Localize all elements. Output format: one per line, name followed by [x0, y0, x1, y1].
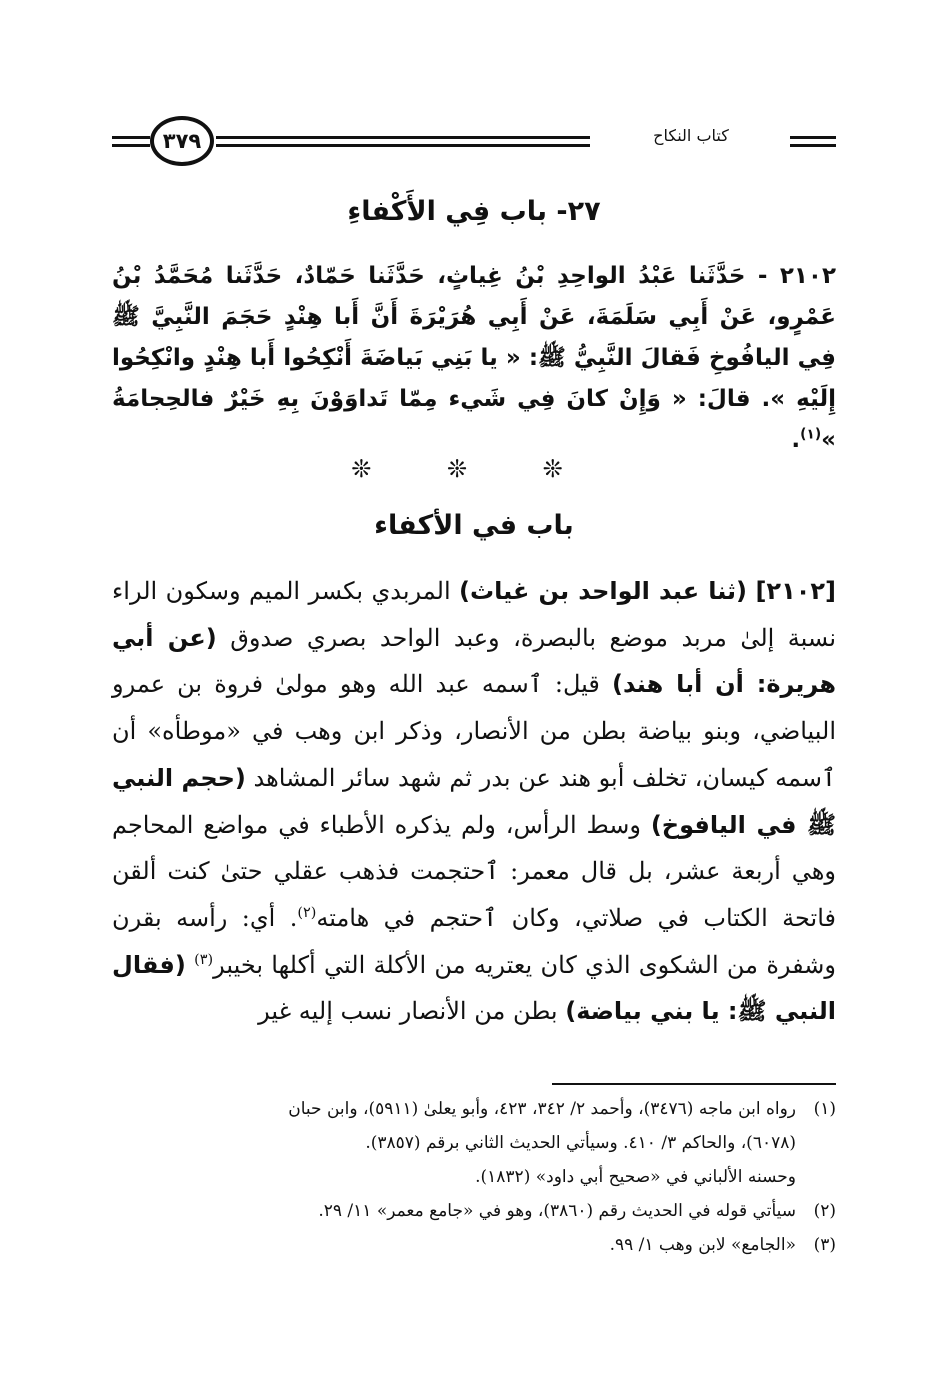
- header-rule: [790, 136, 836, 139]
- chapter-title: ٢٧- باب فِي الأَكْفاءِ: [347, 196, 601, 227]
- footnote: [112, 1228, 836, 1262]
- footnote-text: [112, 1228, 796, 1262]
- commentary-quote: (فقال النبي ﷺ: يا بني بياضة): [112, 950, 836, 1026]
- hadith-body: حَدَّثَنا عَبْدُ الواحِدِ بْنُ غِياثٍ، حَدَّثَنا حَمّادٌ، حَدَّثَنا مُحَمَّدُ بْنُ عَمْرٍو، عَنْ أَبِي سَلَمَةَ، عَنْ أَبِي هُرَيْرَةَ أَنَّ أَبا هِنْدٍ حَجَمَ النَّبِيَّ ﷺ فِي اليافُوخِ فَقالَ النَّبِيُّ ﷺ: « يا بَنِي بَياضَةَ أَنْكِحُوا أَبا هِنْدٍ وانْكِحُوا إِلَيْهِ ». قالَ: « وَإِنْ كانَ فِي شَيء مِمّا تَداوَوْنَ بِهِ خَيْرٌ فالحِجامَةُ »: [112, 263, 836, 453]
- commentary-span: وسط الرأس، ولم يذكره الأطباء في مواضع المحاجم وهي أربعة عشر، بل قال معمر: ٱحتجمت فذهب عقلي حتىٰ كنت ألقن فاتحة الكتاب في صلاتي، وكان ٱحتجم في هامته: [112, 810, 837, 932]
- footnote-line: سيأتي قوله في الحديث رقم (٣٨٦٠)، وهو في «جامع معمر» ١١/ ٢٩.: [318, 1201, 796, 1221]
- section-title: باب في الأكفاء: [374, 510, 574, 541]
- footnote-text: [112, 1194, 796, 1228]
- footnote-line: وحسنه الألباني في «صحيح أبي داود» (١٨٣٢).: [475, 1167, 796, 1187]
- footnote-number: (٢): [813, 1201, 836, 1221]
- footnote-ref: (٣): [194, 951, 214, 968]
- footnote-text: [112, 1092, 796, 1194]
- footnote-line: (٦٠٧٨)، والحاكم ٣/ ٤١٠. وسيأتي الحديث الثاني برقم (٣٨٥٧).: [365, 1133, 796, 1153]
- header-rule: [112, 136, 150, 139]
- commentary-span: . أي: رأسه بقرن وشفرة من الشكوى الذي كان يعتريه من الأكلة التي أكلها بخيبر: [112, 903, 836, 979]
- section-separator: ❊ ❊ ❊: [351, 455, 597, 483]
- commentary-span: بطن من الأنصار نسب إليه غير: [258, 997, 566, 1026]
- commentary-span: المربدي بكسر الميم وسكون الراء نسبة إلىٰ مربد موضع بالبصرة، وعبد الواحد بصري صدوق: [112, 577, 836, 652]
- footnote-number: (١): [813, 1099, 836, 1119]
- header-rule: [216, 136, 590, 139]
- footnote-line: رواه ابن ماجه (٣٤٧٦)، وأحمد ٢/ ٣٤٢، ٤٢٣، وأبو يعلىٰ (٥٩١١)، وابن حبان: [288, 1099, 796, 1119]
- commentary-quote: (ثنا عبد الواحد بن غياث): [459, 577, 748, 605]
- page-number: ٣٧٩: [150, 116, 214, 166]
- book-name: كتاب النكاح: [653, 126, 729, 145]
- footnote-line: «الجامع» لابن وهب ١/ ٩٩.: [609, 1235, 796, 1255]
- commentary-quote: (عن أبي هريرة: أن أبا هند): [112, 623, 837, 699]
- hadith-ref-number: [٢١٠٢]: [755, 577, 836, 605]
- running-header: [112, 112, 836, 172]
- footnote-divider: [552, 1083, 836, 1085]
- footnote-ref: (١): [800, 426, 822, 443]
- commentary-quote: (حجم النبي ﷺ في اليافوخ): [112, 763, 836, 839]
- footnote-ref: (٢): [297, 904, 317, 921]
- footnote: [112, 1092, 836, 1194]
- commentary-text: [112, 568, 836, 1035]
- commentary-span: قيل: ٱسمه عبد الله وهو مولىٰ فروة بن عمرو البياضي، وبنو بياضة بطن من الأنصار، وذكر ابن وهب في «موطأه» أن ٱسمه كيسان، تخلف أبو هند عن بدر ثم شهد سائر المشاهد: [112, 670, 836, 792]
- hadith-text: ٢١٠٢ - حَدَّثَنا عَبْدُ الواحِدِ بْنُ غِياثٍ، حَدَّثَنا حَمّادٌ، حَدَّثَنا مُحَمَّدُ بْنُ عَمْرٍو، عَنْ أَبِي سَلَمَةَ، عَنْ أَبِي هُرَيْرَةَ أَنَّ أَبا هِنْدٍ حَجَمَ النَّبِيَّ ﷺ فِي اليافُوخِ فَقالَ النَّبِيُّ ﷺ: « يا بَنِي بَياضَةَ أَنْكِحُوا أَبا هِنْدٍ وانْكِحُوا إِلَيْهِ ». قالَ: « وَإِنْ كانَ فِي شَيء مِمّا تَداوَوْنَ بِهِ خَيْرٌ فالحِجامَةُ »$^{(١)}$.: [112, 263, 837, 453]
- footnote-number: (٣): [813, 1235, 836, 1255]
- footnote: [112, 1194, 836, 1228]
- footnotes: [112, 1092, 836, 1262]
- header-rule: [216, 144, 590, 147]
- header-rule: [112, 144, 150, 147]
- header-rule: [790, 144, 836, 147]
- hadith-number: ٢١٠٢ -: [757, 263, 837, 289]
